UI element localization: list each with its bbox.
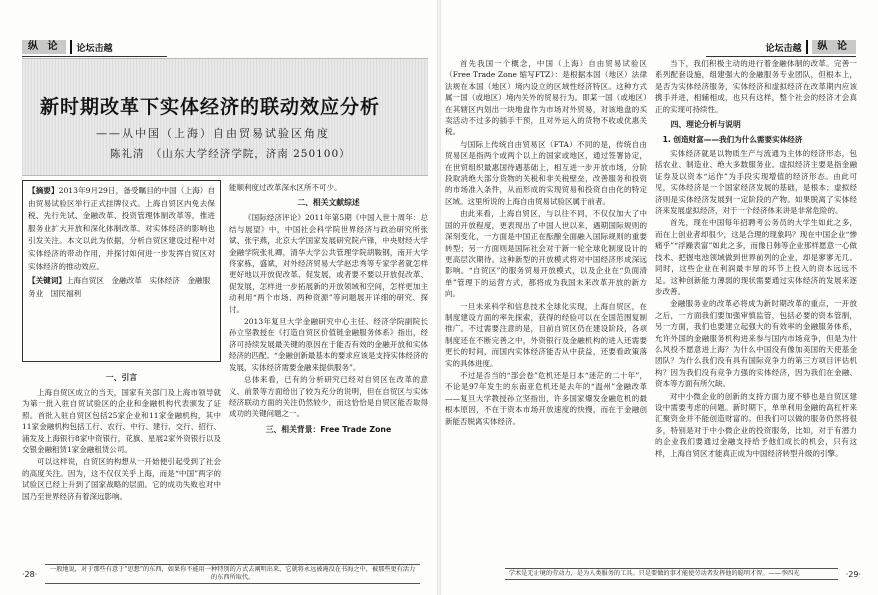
keywords <box>28 275 215 300</box>
column-name: 论坛击越 <box>765 43 802 54</box>
column-header-right <box>766 40 857 54</box>
keywords-text: 上海自贸区 金融改革 实体经济 金融服务业 国民福利 <box>28 276 211 298</box>
paragraph: 首先我国一个概念，中国（上海）自由贸易试验区（Free Trade Zone 缩写FTZ）：是根据本国（地区）法律法规在本国（地区）境内设立的区域性经济特区。这种方式属一国（或地区）境内关外的贸易行为。即某一国（或地区）在其辖区内划出一块地盘作为市场对外贸易，对该地盘的买卖活动不过多的插手干预，且对外运入的货物不收或优惠关税。 <box>445 59 647 137</box>
right-column-2 <box>655 58 857 558</box>
paragraph: 《国际经济评论》2011年第5期《中国入世十周年：总结与展望》中，中国社会科学院世界经济与政治研究所张斌、张宇燕，北京大学国家发展研究院卢锋，中央财经大学金融学院张礼卿，清华大学公共管理学院胡鞍钢，南开大学佟家栋，盛斌，对外经济贸易大学赵忠秀等专家学者就怎样更好地以开放促改革、促发展，或者要不要以开放促改革、促发展，怎样进一步拓展新的开放领域和空间，怎样更加主动利用“两个市场、两种资源”等问题展开详细的研究、探讨。 <box>229 213 428 314</box>
footer-quote-left: 一般地说，对于那些有意于“思想”的东西，如果你不能用一种特别的方式去阐明出来，它就将永远被淹没在书海之中，被那些更有活力的东西所取代。 <box>45 564 420 584</box>
column-tag: 纵 论 <box>812 40 856 54</box>
paragraph: 由此来看，上海自贸区，与以往不同，不仅仅加大了中国的开放程度，更表现出了中国人世以来，遇期国际规则的深刻变化，一方面是中国正在酝酿全面融入国际规则的重要转型；另一方面则是国际社会对于新一轮全球化制度设计的更高层次期待。这种新型的开放模式将对中国经济形成深远影响。“自贸区”的服务贸易开放模式，以及企业在“负面清单”管理下的运营方式，都将成为我国未来改革开放的新方向。 <box>445 209 647 299</box>
page-number-right: ·29· <box>845 569 861 579</box>
column-tag: 纵 论 <box>22 40 66 54</box>
abstract <box>28 185 215 273</box>
paragraph: 能顺利度过改革深水区所不可少。 <box>229 183 342 192</box>
paragraph: 实体经济就是以物质生产与流通为主体的经济形态，包括农业、制造业、绝大多数服务业。虚拟经济主要是指金融证券及以资本“运作”为手段实现增值的经济形态。由此可见，实体经济是一个国家经济发展的基础，是根本；虚拟经济则是实体经济发展到一定阶段的产物。如果脱离了实体经济来发展虚拟经济，对于一个经济体来讲是非常危险的。 <box>655 149 857 216</box>
footer-left <box>22 561 428 587</box>
paragraph: 2013年复旦大学金融研究中心主任、经济学院副院长孙立坚教授在《打造自贸区价值链金融服务体系》指出，经济可持续发展最关键的原因在于能否有效的金融开放和实体经济的匹配。“金融创新最基本的要求应该是支持实体经济的发展，实体经济需要金融来提供服务”。 <box>229 317 428 372</box>
abstract-box <box>22 180 221 362</box>
abstract-text: 2013年9月29日，备受瞩目的中国（上海）自由贸易试验区举行正式挂牌仪式。上海自贸区内免去保税、先行先试、金融改革、投资管理体制改革等，推进服务业扩大开放和深化体制改革。对实体经济的影响也引发关注。本文以此为依据，分析自贸区建设过程中对实体经济的带动作用，并探讨如何进一步发挥自贸区对实体经济的推动效应。 <box>28 186 216 271</box>
column-header-left <box>22 40 113 54</box>
footer-right <box>441 561 861 587</box>
right-column-1 <box>445 58 647 558</box>
section-heading-literature: 二、相关文献综述 <box>297 198 360 208</box>
paragraph: 上海自贸区成立的当天，国家有关部门及上海市领导就为第一批入驻自贸试验区的企业和金融机构代表颁发了证照。首批入驻自贸区包括25家企业和11家金融机构，其中11家金融机构包括工行、农行、中行、建行、交行、招行、浦发及上海银行8家中资银行，花旗、星展2家外资银行以及交银金融租赁1家金融租赁公司。 <box>22 388 221 455</box>
left-page <box>0 0 437 595</box>
right-page <box>441 0 878 595</box>
paragraph: 总体来看，已有的分析研究已经对自贸区在改革的意义、前景等方面给出了较为充分的说明，但在自贸区与实体经济联动方面的关注仍然较少，而这恰恰是自贸区能否取得成功的关键问题之一。 <box>229 375 428 419</box>
paragraph: 不过是否当的“部会卷”危机还是日本“迷茫的二十年”，不论是97年发生的东南亚危机还是去年的“温州”金融改革——复旦大学教授孙立坚指出，许多国家爆发金融危机的最根本原因，不在于资本市场开放速度的快慢，而在于金融创新能否脱离实体经济。 <box>445 370 647 426</box>
paragraph: 一旦未来科学和信息技术全球化实现，上海自贸区，在制度建设方面的率先探索，获得的经验可以在全国范围复制推广。不过需要注意的是，目前自贸区仍在建设阶段，各项制度还在不断完善之中，外资银行及金融机构的进入还需要更长的时间，而国内实体经济能否从中获益，还要看政策落实的具体进度。 <box>445 301 647 368</box>
author-affiliation: 陈礼清 （山东大学经济学院，济南 250100） <box>110 148 351 160</box>
abstract-label: 【摘要】 <box>28 186 59 195</box>
left-column-1 <box>22 368 221 558</box>
header-rule <box>706 56 856 57</box>
section-heading-introduction: 一、引言 <box>105 373 138 382</box>
paragraph: 与国际上传统自由贸易区（FTA）不同的是，传统自由贸易区是指两个或两个以上的国家或地区，通过签署协定，在世贸组织最惠国待遇基础上，相互进一步开放市场，分阶段取消绝大部分货物的关税和非关税壁垒，改善服务和投资的市场准入条件，从而形成的实现贸易和投资自由化的特定区域。这里所说的上海自由贸易试验区属于前者。 <box>445 139 647 206</box>
tag-separator <box>70 40 72 54</box>
page-number-left: ·28· <box>22 569 38 579</box>
subsection-heading: 1. 创造财富——我们为什么需要实体经济 <box>662 135 803 145</box>
left-column-2 <box>229 182 428 558</box>
paragraph: 可以这样说，自贸区的构想从一开始便引起受到了社会的高度关注。因为，这不仅仅关乎上海，而是“中国”两字的试验区已经上升到了国家战略的层面。它的成功失败也对中国乃至世界经济有着深远影响。 <box>22 457 221 501</box>
section-heading-background: 三、相关背景：Free Trade Zone <box>265 424 392 434</box>
article-subtitle: ——从中国（上海）自由贸易试验区角度 <box>96 127 330 140</box>
tag-separator <box>806 40 808 54</box>
keywords-label: 【关键词】 <box>28 276 66 286</box>
header-rule <box>22 56 167 57</box>
paragraph: 金融服务业的改革必将成为新时期改革的重点，一开放之后，一方面我们要加强审慎监管，包括必要的资本管制，另一方面，我们也要建立起强大的有效率的金融服务体系，允许外国的金融服务机构进来参与国内市场竞争，但是为什么风投不愿意进上海？为什么中国没有像加美国的天使基金团队？为什么我们没有具有国际竞争力的第三方项目评估机构？因为我们没有竞争力强的实体经济，因为我们在金融、资本等方面有所欠缺。 <box>655 299 857 389</box>
paragraph: 当下，我们积极主动的进行着金融体制的改革。完善一系列配套设施，组建强大的金融服务专业团队，但根本上，是否为实体经济服务，实体经济和虚拟经济在改革期内应该携手并进，相辅相成，也只有这样，整个社会的经济才会真正的实现可持续性。 <box>655 59 857 114</box>
paragraph: 首先，现在中国每年招聘考公务员的大学生如此之多，而在上创业者却很少，这是合理的现象吗？现在中国企业“惨痛乎”“浮躁表富”如此之多，而像日韩等企业那样愿意一心做技术、把握电池领域做到世界前列的企业，却是寥寥无几。同时，这些企业在利润最丰厚的环节上投入的资本远远不足。这种创新能力薄弱的现状需要通过实体经济的发展来逐步改善。 <box>655 218 857 296</box>
column-name: 论坛击越 <box>76 43 113 54</box>
paragraph: 对中小微企业的创新的支持方面力度不够也是自贸区建设中需要考虑的问题。新时期下，单单利用金融的高杠杆来汇聚资金并不能创造财富的。但我们可以做的服务仍然将很多，特别是对于中小微企业的投资服务，比如，对于有潜力的企业我们要通过金融支持给予他们成长的机会，只有这样，上海自贸区才能真正成为中国经济转型升级的引擎。 <box>655 391 857 458</box>
article-title: 新时期改革下实体经济的联动效应分析 <box>40 96 381 118</box>
section-heading-theory: 四、理论分析与说明 <box>670 120 741 130</box>
footer-quote-right: 学术是无止境的劳动力，是为人类服务的工具。只是要做的事才能使劳动者发挥他的聪明才智。——李四光 <box>505 568 838 580</box>
